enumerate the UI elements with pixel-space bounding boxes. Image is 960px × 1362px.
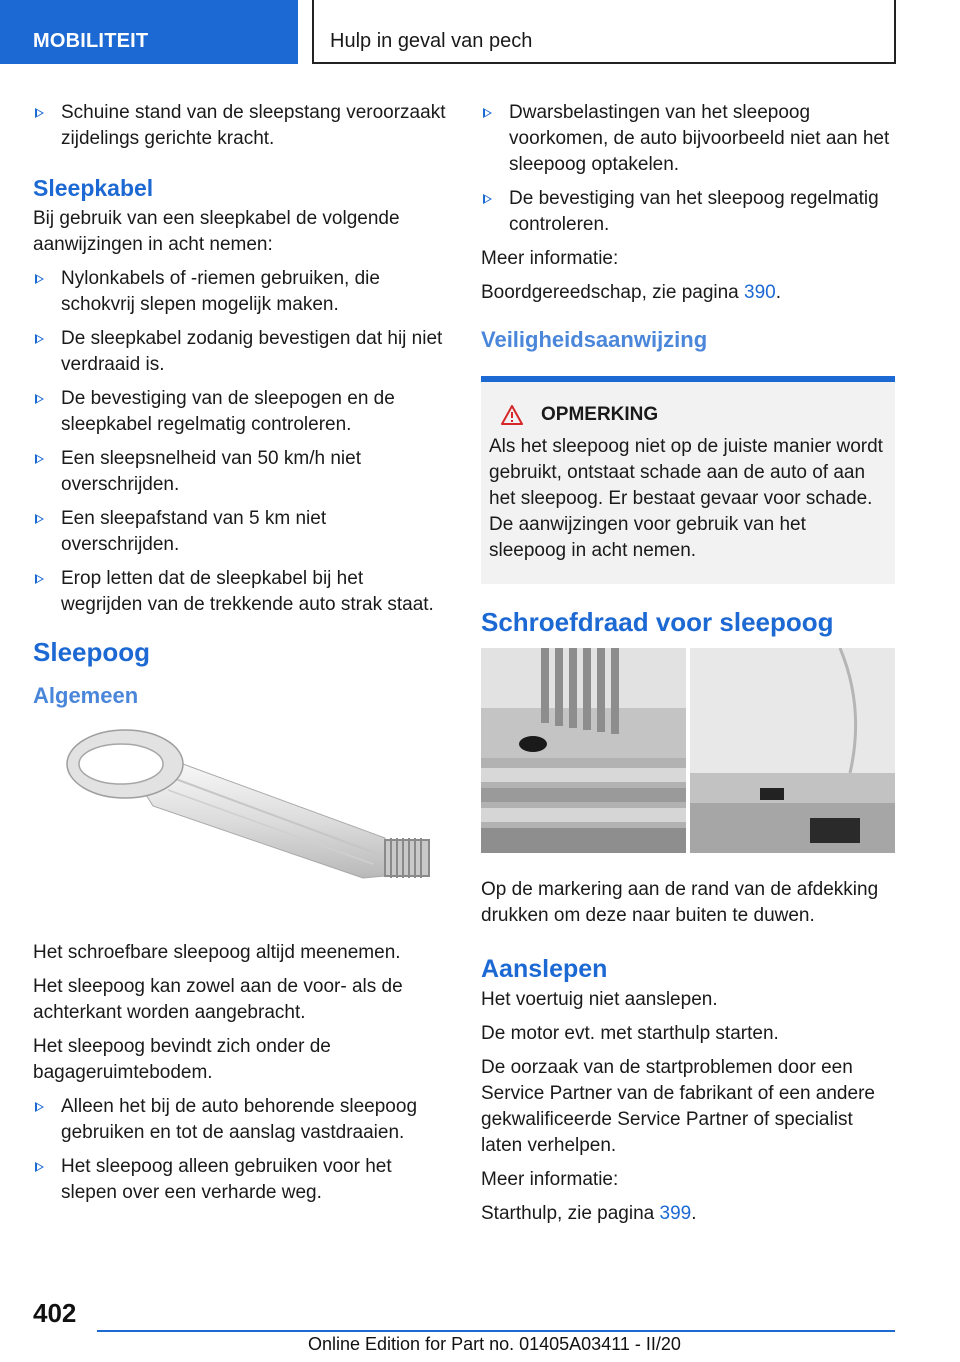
bumper-photo-right bbox=[690, 648, 895, 853]
aanslepen-paragraph: De oorzaak van de startproblemen door een Service Partner van de fabrikant of een andere gekwalificeerde Service Partner of specialist laten verhelpen. bbox=[481, 1057, 875, 1156]
more-info-line: Boordgereedschap, zie pagina 390. bbox=[481, 282, 782, 303]
bullet-triangle-icon bbox=[35, 514, 44, 524]
heading-sleepkabel: Sleepkabel bbox=[33, 175, 154, 201]
bullet-triangle-icon bbox=[35, 1102, 44, 1112]
list-item: Nylonkabels of -riemen gebruiken, die schokvrij slepen mogelijk maken. bbox=[33, 266, 448, 318]
footer-divider bbox=[97, 1330, 895, 1332]
heading-veiligheidsaanwijzing: Veiligheidsaanwijzing bbox=[481, 327, 708, 352]
heading-aanslepen: Aanslepen bbox=[481, 955, 608, 983]
bullet-triangle-icon bbox=[35, 574, 44, 584]
more-info-line: Starthulp, zie pagina 399. bbox=[481, 1203, 697, 1224]
list-item: Een sleepafstand van 5 km niet overschrijden. bbox=[33, 506, 448, 558]
bullet-triangle-icon bbox=[35, 454, 44, 464]
list-item: Schuine stand van de sleepstang veroorzaakt zijdelings gerichte kracht. bbox=[33, 100, 448, 152]
list-item: Alleen het bij de auto behorende sleepoog gebruiken en tot de aanslag vastdraaien. bbox=[33, 1094, 448, 1146]
bumper-photo-left bbox=[481, 648, 686, 853]
more-info-label: Meer informatie: bbox=[481, 248, 619, 269]
bullet-triangle-icon bbox=[483, 108, 492, 118]
schroefdraad-caption: Op de markering aan de rand van de afdekking drukken om deze naar buiten te duwen. bbox=[481, 879, 879, 926]
list-item: Het sleepoog alleen gebruiken voor het slepen over een verharde weg. bbox=[33, 1154, 448, 1206]
sleepoog-paragraph: Het sleepoog bevindt zich onder de bagageruimtebodem. bbox=[33, 1036, 331, 1083]
heading-schroefdraad: Schroefdraad voor sleepoog bbox=[481, 607, 834, 637]
bullet-list-top-right bbox=[481, 100, 895, 238]
notice-box bbox=[481, 376, 895, 584]
aanslepen-paragraph: Het voertuig niet aanslepen. bbox=[481, 989, 718, 1010]
list-item: Erop letten dat de sleepkabel bij het wegrijden van de trekkende auto strak staat. bbox=[33, 566, 448, 618]
notice-text: Als het sleepoog niet op de juiste manier wordt gebruikt, ontstaat schade aan de auto of aan het sleepoog. Er bestaat gevaar voor schade. De aanwijzingen voor gebruik van het sleepoog in acht nemen. bbox=[489, 436, 883, 561]
bullet-triangle-icon bbox=[35, 108, 44, 118]
more-info-label: Meer informatie: bbox=[481, 1169, 619, 1190]
list-item: De bevestiging van de sleepogen en de sleepkabel regelmatig controleren. bbox=[33, 386, 448, 438]
notice-header bbox=[489, 404, 887, 426]
page-link-390[interactable]: 390 bbox=[744, 282, 776, 303]
sleepkabel-intro: Bij gebruik van een sleepkabel de volgende aanwijzingen in acht nemen: bbox=[33, 208, 400, 255]
heading-sleepoog: Sleepoog bbox=[33, 637, 151, 667]
sleepoog-paragraph: Het sleepoog kan zowel aan de voor- als de achterkant worden aangebracht. bbox=[33, 976, 403, 1023]
list-item: Dwarsbelastingen van het sleepoog voorkomen, de auto bijvoorbeeld niet aan het sleepoog optakelen. bbox=[481, 100, 895, 178]
bullet-list-sleepoog bbox=[33, 1094, 448, 1206]
edition-note: Online Edition for Part no. 01405A03411 - II/20 bbox=[308, 1334, 681, 1354]
page-number: 402 bbox=[33, 1298, 77, 1328]
aanslepen-paragraph: De motor evt. met starthulp starten. bbox=[481, 1023, 779, 1044]
page-link-399[interactable]: 399 bbox=[659, 1203, 692, 1224]
notice-title: OPMERKING bbox=[541, 404, 659, 425]
heading-algemeen: Algemeen bbox=[33, 683, 139, 708]
bullet-triangle-icon bbox=[35, 334, 44, 344]
list-item: De bevestiging van het sleepoog regelmatig controleren. bbox=[481, 186, 895, 238]
chapter-tab: MOBILITEIT bbox=[0, 0, 298, 64]
list-item: Een sleepsnelheid van 50 km/h niet overschrijden. bbox=[33, 446, 448, 498]
bullet-triangle-icon bbox=[35, 394, 44, 404]
bullet-list-sleepkabel bbox=[33, 266, 448, 618]
bullet-triangle-icon bbox=[483, 194, 492, 204]
bullet-triangle-icon bbox=[35, 274, 44, 284]
bumper-photos bbox=[481, 648, 895, 853]
tow-hook-illustration bbox=[33, 726, 448, 926]
left-column bbox=[33, 100, 448, 1214]
list-item: De sleepkabel zodanig bevestigen dat hij niet verdraaid is. bbox=[33, 326, 448, 378]
section-title: Hulp in geval van pech bbox=[312, 0, 896, 64]
bullet-list-top-left bbox=[33, 100, 448, 152]
bullet-triangle-icon bbox=[35, 1162, 44, 1172]
warning-triangle-icon bbox=[501, 405, 523, 425]
sleepoog-paragraph: Het schroefbare sleepoog altijd meenemen. bbox=[33, 942, 401, 963]
right-column bbox=[481, 100, 895, 1235]
